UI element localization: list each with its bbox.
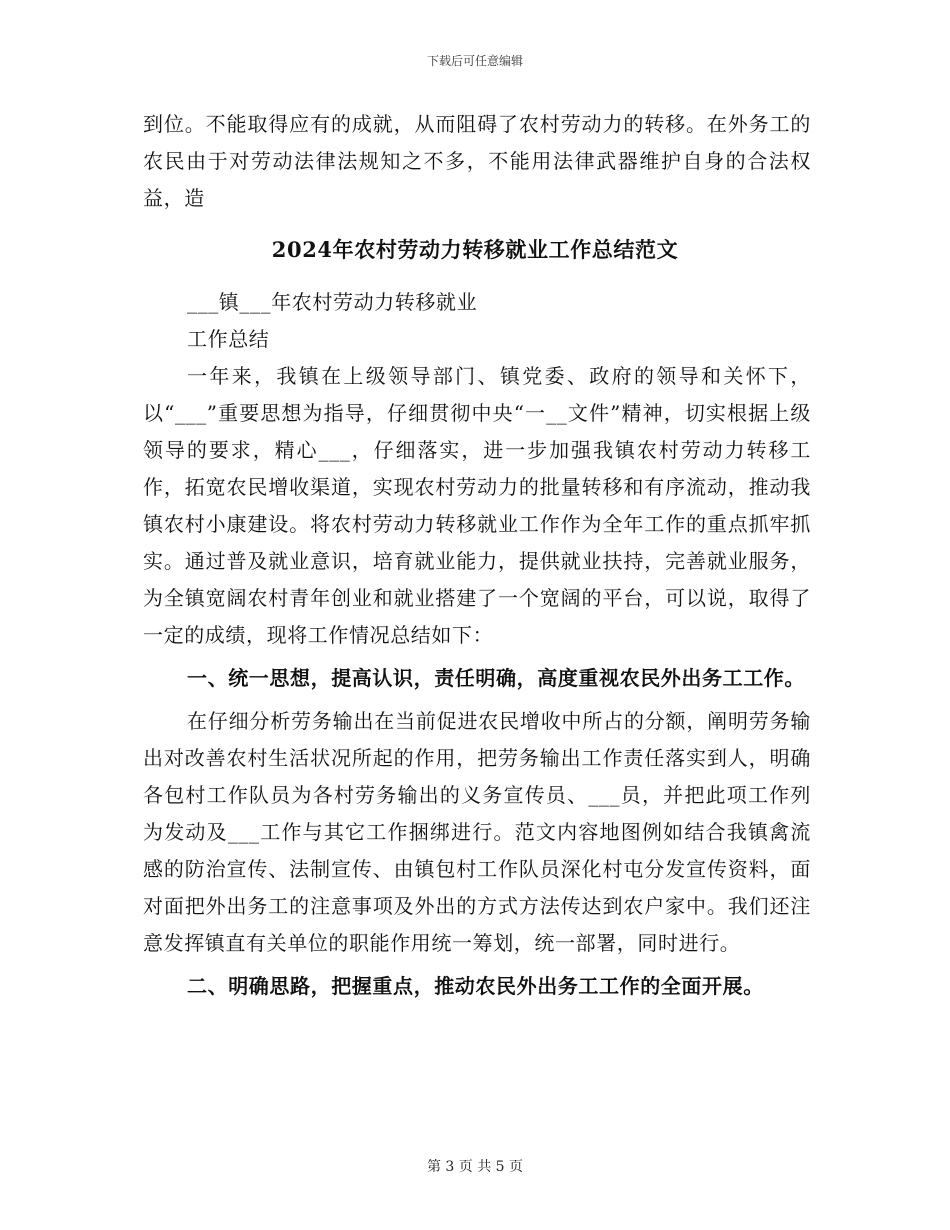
page-header: 下载后可任意编辑 xyxy=(426,54,523,68)
subtitle-line-1: ___镇___年农村劳动力转移就业 xyxy=(187,290,478,314)
section-heading-2: 二、明确思路，把握重点，推动农民外出务工工作的全面开展。 xyxy=(187,974,764,998)
document-body xyxy=(143,284,811,1005)
section-body-1: 在仔细分析劳务输出在当前促进农民增收中所占的分额，阐明劳务输出对改善农村生活状况所起的作用，把劳务输出工作责任落实到人，明确各包村工作队员为各村劳务输出的义务宣传员、___员，并把此项工作列为发动及___工作与其它工作捆绑进行。范文内容地图例如结合我镇禽流感的防治宣传、法制宣传、由镇包村工作队员深化村屯分发宣传资料，面对面把外出务工的注意事项及外出的方式方法传达到农户家中。我们还注意发挥镇直有关单位的职能作用统一筹划，统一部署，同时进行。 xyxy=(143,709,811,955)
continuation-paragraph xyxy=(143,106,811,217)
subtitle-line-2: 工作总结 xyxy=(187,327,270,351)
document-title: 2024年农村劳动力转移就业工作总结范文 xyxy=(271,237,679,262)
page-footer: 第 3 页 共 5 页 xyxy=(426,1159,524,1175)
intro-paragraph: 一年来，我镇在上级领导部门、镇党委、政府的领导和关怀下，以“___”重要思想为指导，仔细贯彻中央“一__文件”精神，切实根据上级领导的要求，精心___，仔细落实，进一步加强我镇农村劳动力转移工作，拓宽农民增收渠道，实现农村劳动力的批量转移和有序流动，推动我镇农村小康建设。将农村劳动力转移就业工作作为全年工作的重点抓牢抓实。通过普及就业意识，培育就业能力，提供就业扶持，完善就业服务，为全镇宽阔农村青年创业和就业搭建了一个宽阔的平台，可以说，取得了一定的成绩，现将工作情况总结如下： xyxy=(143,364,811,647)
continuation-text: 到位。不能取得应有的成就，从而阻碍了农村劳动力的转移。在外务工的农民由于对劳动法律法规知之不多，不能用法律武器维护自身的合法权益，造 xyxy=(143,112,811,210)
section-heading-1: 一、统一思想，提高认识，责任明确，高度重视农民外出务工工作。 xyxy=(187,666,805,690)
